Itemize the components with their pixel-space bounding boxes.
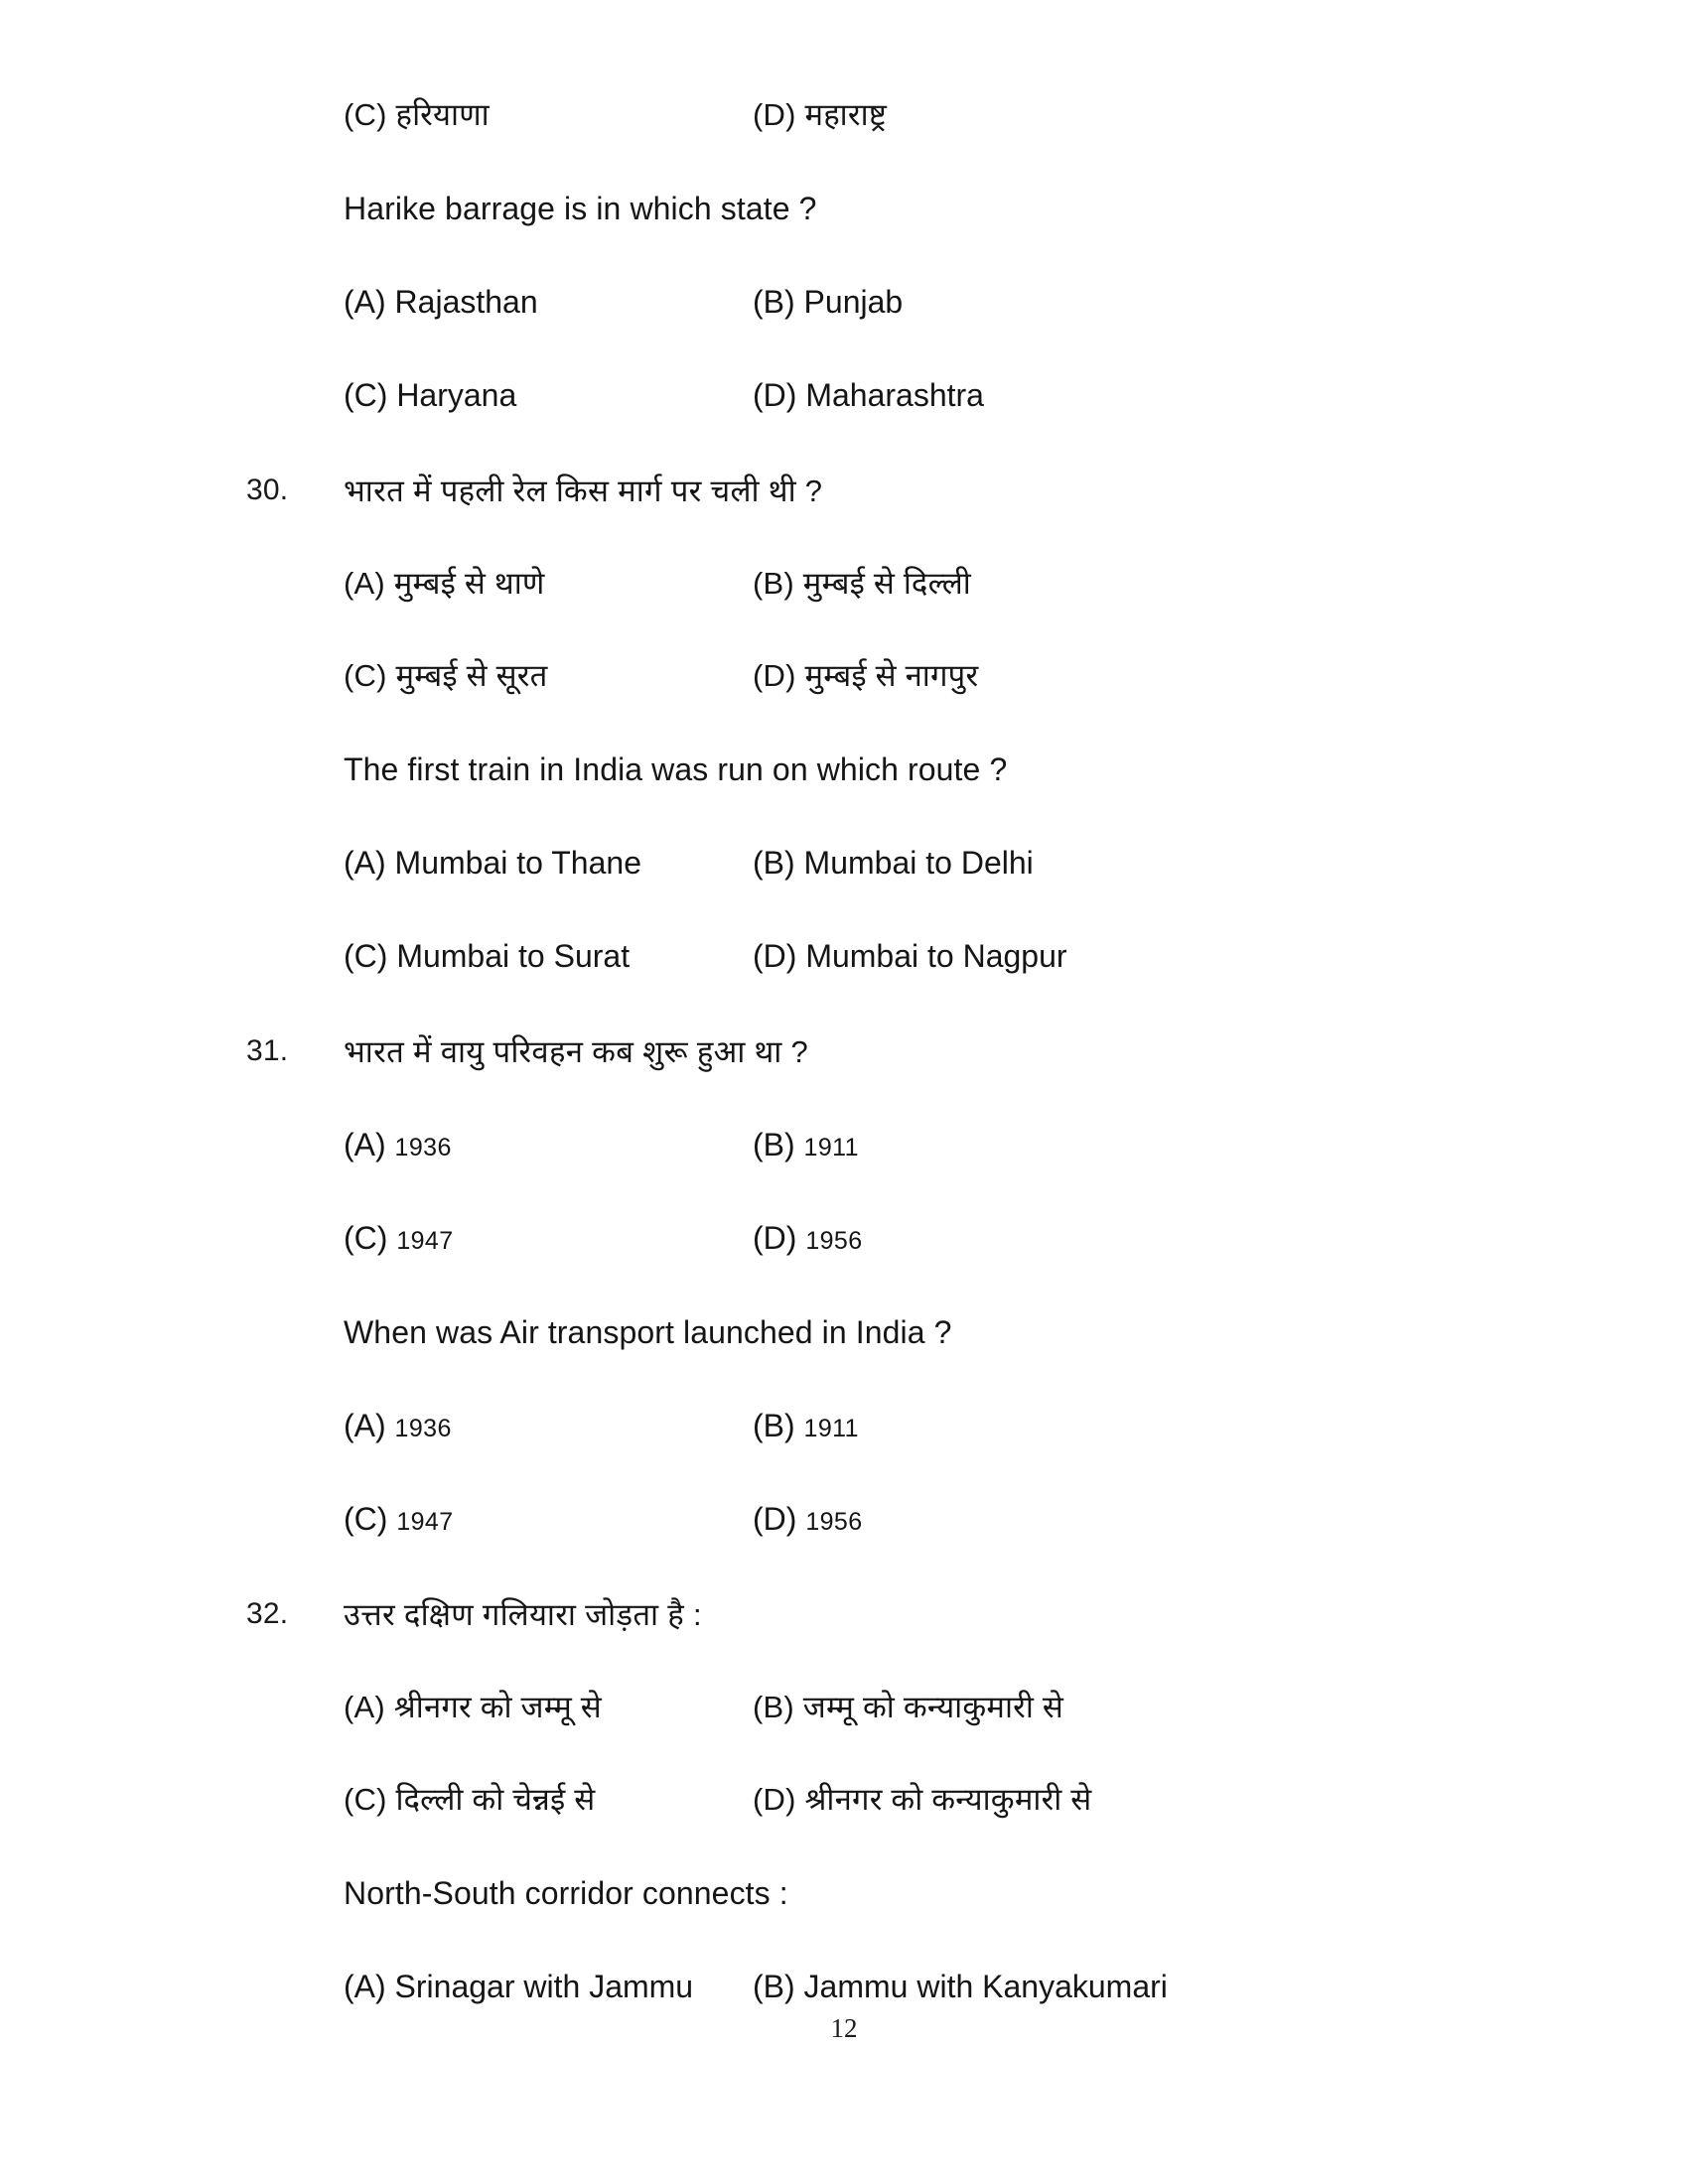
question-30-stem-hindi (0, 476, 1688, 506)
option-label: (D) (753, 97, 796, 132)
option-text: Mumbai to Thane (394, 845, 641, 881)
option-a[interactable] (344, 286, 753, 318)
option-label: (B) (753, 1969, 795, 2004)
question-31-hindi-options-ab (0, 1129, 1688, 1160)
page-number: 12 (830, 2013, 858, 2043)
question-31-english-options-cd (0, 1503, 1688, 1535)
option-text: 1936 (394, 1415, 452, 1442)
option-b[interactable] (753, 1410, 1688, 1441)
question-32-stem-english (0, 1877, 1688, 1909)
option-label: (B) (753, 284, 795, 320)
question-number-31: 31. (246, 1034, 289, 1067)
option-text: श्रीनगर को कन्याकुमारी से (804, 1782, 1092, 1817)
option-b[interactable] (753, 1692, 1688, 1722)
option-d[interactable] (753, 1784, 1688, 1815)
option-label: (C) (344, 377, 388, 413)
question-30-hindi-options-ab (0, 568, 1688, 599)
option-row (344, 99, 1688, 130)
option-row (344, 940, 1688, 972)
option-label: (C) (344, 1220, 388, 1256)
option-row (344, 1222, 1688, 1254)
question-stem: भारत में पहली रेल किस मार्ग पर चली थी ? (344, 474, 823, 508)
option-a[interactable] (344, 568, 753, 599)
option-text: जम्मू को कन्याकुमारी से (802, 1690, 1064, 1724)
option-label: (D) (753, 1220, 797, 1256)
option-a[interactable] (344, 847, 753, 879)
option-d[interactable] (753, 660, 1688, 691)
option-text: 1956 (805, 1227, 863, 1255)
option-c[interactable] (344, 379, 753, 411)
option-text: 1956 (805, 1508, 863, 1536)
option-label: (B) (753, 566, 794, 601)
option-text: Jammu with Kanyakumari (803, 1969, 1168, 2004)
option-label: (D) (753, 1501, 797, 1537)
question-30-stem-english (0, 753, 1688, 785)
question-30-hindi-options-cd (0, 660, 1688, 691)
question-stem: When was Air transport launched in India ? (344, 1314, 952, 1350)
option-row (344, 1410, 1688, 1441)
option-label: (C) (344, 658, 387, 693)
question-32-stem-hindi (0, 1599, 1688, 1630)
option-text: मुम्बई से दिल्ली (802, 566, 971, 601)
option-text: महाराष्ट्र (804, 97, 888, 132)
option-a[interactable] (344, 1692, 753, 1722)
option-label: (A) (344, 845, 386, 881)
option-d[interactable] (753, 940, 1688, 972)
option-text: मुम्बई से थाणे (393, 566, 545, 601)
option-text: 1911 (803, 1134, 859, 1161)
option-text: Srinagar with Jammu (394, 1969, 694, 2004)
option-d[interactable] (753, 379, 1688, 411)
question-30-english-options-ab (0, 847, 1688, 879)
option-d[interactable] (753, 99, 1688, 130)
option-b[interactable] (753, 1971, 1688, 2002)
option-row (344, 568, 1688, 599)
option-c[interactable] (344, 660, 753, 691)
option-label: (D) (753, 1782, 796, 1817)
option-b[interactable] (753, 286, 1688, 318)
option-label: (D) (753, 938, 797, 974)
option-text: Mumbai to Delhi (803, 845, 1034, 881)
option-label: (C) (344, 1501, 388, 1537)
option-text: 1936 (394, 1134, 452, 1161)
question-31-stem-english (0, 1316, 1688, 1348)
option-label: (B) (753, 1408, 795, 1443)
option-b[interactable] (753, 1129, 1688, 1160)
option-text: 1947 (396, 1227, 454, 1255)
question-number-32: 32. (246, 1597, 289, 1630)
option-text: Haryana (396, 377, 517, 413)
option-d[interactable] (753, 1222, 1688, 1254)
question-number-30: 30. (246, 474, 289, 506)
option-row (344, 379, 1688, 411)
option-row (344, 1503, 1688, 1535)
option-label: (B) (753, 845, 795, 881)
option-a[interactable] (344, 1129, 753, 1160)
option-b[interactable] (753, 568, 1688, 599)
option-a[interactable] (344, 1971, 753, 2002)
option-label: (C) (344, 1782, 387, 1817)
option-row (344, 660, 1688, 691)
question-32-hindi-options-cd (0, 1784, 1688, 1815)
question-stem: North-South corridor connects : (344, 1875, 788, 1911)
option-text: Rajasthan (394, 284, 538, 320)
option-label: (A) (344, 1127, 386, 1162)
question-stem: Harike barrage is in which state ? (344, 191, 817, 226)
option-a[interactable] (344, 1410, 753, 1441)
option-text: मुम्बई से नागपुर (804, 658, 979, 693)
option-text: Mumbai to Surat (396, 938, 631, 974)
question-30-english-options-cd (0, 940, 1688, 972)
question-31-stem-hindi (0, 1036, 1688, 1067)
option-label: (D) (753, 658, 796, 693)
question-list (0, 99, 1688, 2002)
option-label: (C) (344, 938, 388, 974)
option-label: (C) (344, 97, 387, 132)
option-label: (A) (344, 1690, 385, 1724)
question-31-hindi-options-cd (0, 1222, 1688, 1254)
option-text: दिल्ली को चेन्नई से (395, 1782, 596, 1817)
option-c[interactable] (344, 1784, 753, 1815)
option-text: मुम्बई से सूरत (395, 658, 548, 693)
option-row (344, 1971, 1688, 2002)
option-label: (A) (344, 284, 386, 320)
question-29-stem-english (0, 193, 1688, 224)
option-c[interactable] (344, 99, 753, 130)
question-stem: उत्तर दक्षिण गलियारा जोड़ता है : (344, 1597, 702, 1632)
option-c[interactable] (344, 1222, 753, 1254)
option-b[interactable] (753, 847, 1688, 879)
option-row (344, 1692, 1688, 1722)
option-c[interactable] (344, 1503, 753, 1535)
option-c[interactable] (344, 940, 753, 972)
question-31-english-options-ab (0, 1410, 1688, 1441)
option-text: 1911 (803, 1415, 859, 1442)
option-row (344, 286, 1688, 318)
question-29-english-options-ab (0, 286, 1688, 318)
question-stem: The first train in India was run on which route ? (344, 751, 1008, 787)
option-text: श्रीनगर को जम्मू से (393, 1690, 602, 1724)
option-row (344, 1784, 1688, 1815)
option-text: 1947 (396, 1508, 454, 1536)
option-label: (A) (344, 1408, 386, 1443)
option-text: Maharashtra (805, 377, 984, 413)
question-32-hindi-options-ab (0, 1692, 1688, 1722)
option-text: हरियाणा (395, 97, 490, 132)
option-label: (A) (344, 1969, 386, 2004)
question-stem: भारत में वायु परिवहन कब शुरू हुआ था ? (344, 1034, 809, 1069)
option-label: (D) (753, 377, 797, 413)
question-29-english-options-cd (0, 379, 1688, 411)
option-label: (B) (753, 1127, 795, 1162)
option-d[interactable] (753, 1503, 1688, 1535)
option-row (344, 847, 1688, 879)
question-32-english-options-ab (0, 1971, 1688, 2002)
option-label: (A) (344, 566, 385, 601)
option-text: Mumbai to Nagpur (805, 938, 1067, 974)
question-29-hindi-options-cd (0, 99, 1688, 130)
option-row (344, 1129, 1688, 1160)
option-label: (B) (753, 1690, 794, 1724)
option-text: Punjab (803, 284, 904, 320)
